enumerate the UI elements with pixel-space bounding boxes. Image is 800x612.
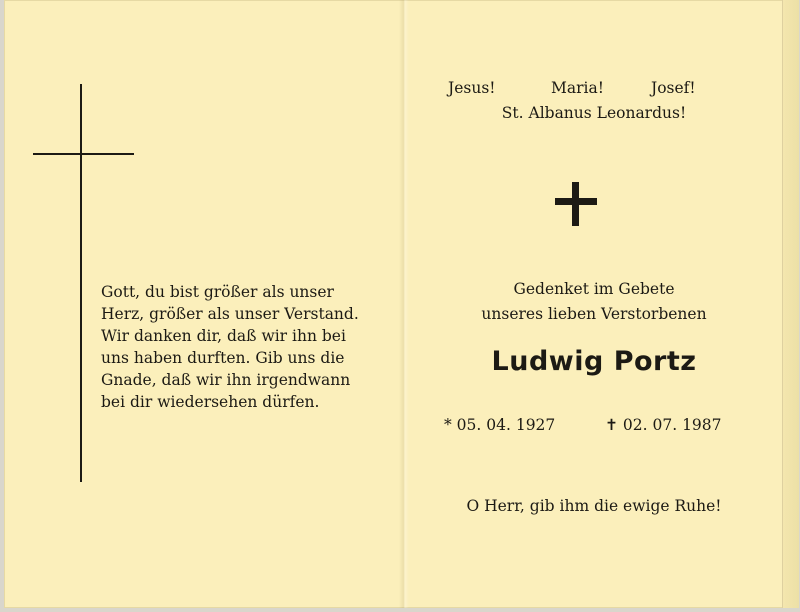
card-edge bbox=[782, 0, 799, 608]
saint-josef: Josef! bbox=[651, 79, 696, 97]
deceased-name: Ludwig Portz bbox=[491, 346, 697, 377]
saint-jesus: Jesus! bbox=[448, 79, 496, 97]
memorial-line-2: unseres lieben Verstorbenen bbox=[481, 305, 707, 323]
prayer-text: Gott, du bist größer als unser Herz, größer als unser Verstand. Wir danken dir, daß wir ihn bei uns haben durften. Gib uns die Gnade, daß wir ihn irgendwann bei dir wiedersehen dürfen. bbox=[101, 283, 359, 411]
saint-albanus-leonardus: St. Albanus Leonardus! bbox=[501, 104, 687, 122]
memorial-card bbox=[4, 0, 794, 608]
closing-prayer: O Herr, gib ihm die ewige Ruhe! bbox=[466, 497, 722, 515]
bold-cross-icon bbox=[555, 182, 597, 226]
birth-date: * 05. 04. 1927 bbox=[444, 416, 556, 434]
death-date: ✝ 02. 07. 1987 bbox=[605, 416, 722, 434]
saint-maria: Maria! bbox=[551, 79, 604, 97]
memorial-line-1: Gedenket im Gebete bbox=[513, 280, 675, 298]
card-fold bbox=[399, 0, 409, 608]
